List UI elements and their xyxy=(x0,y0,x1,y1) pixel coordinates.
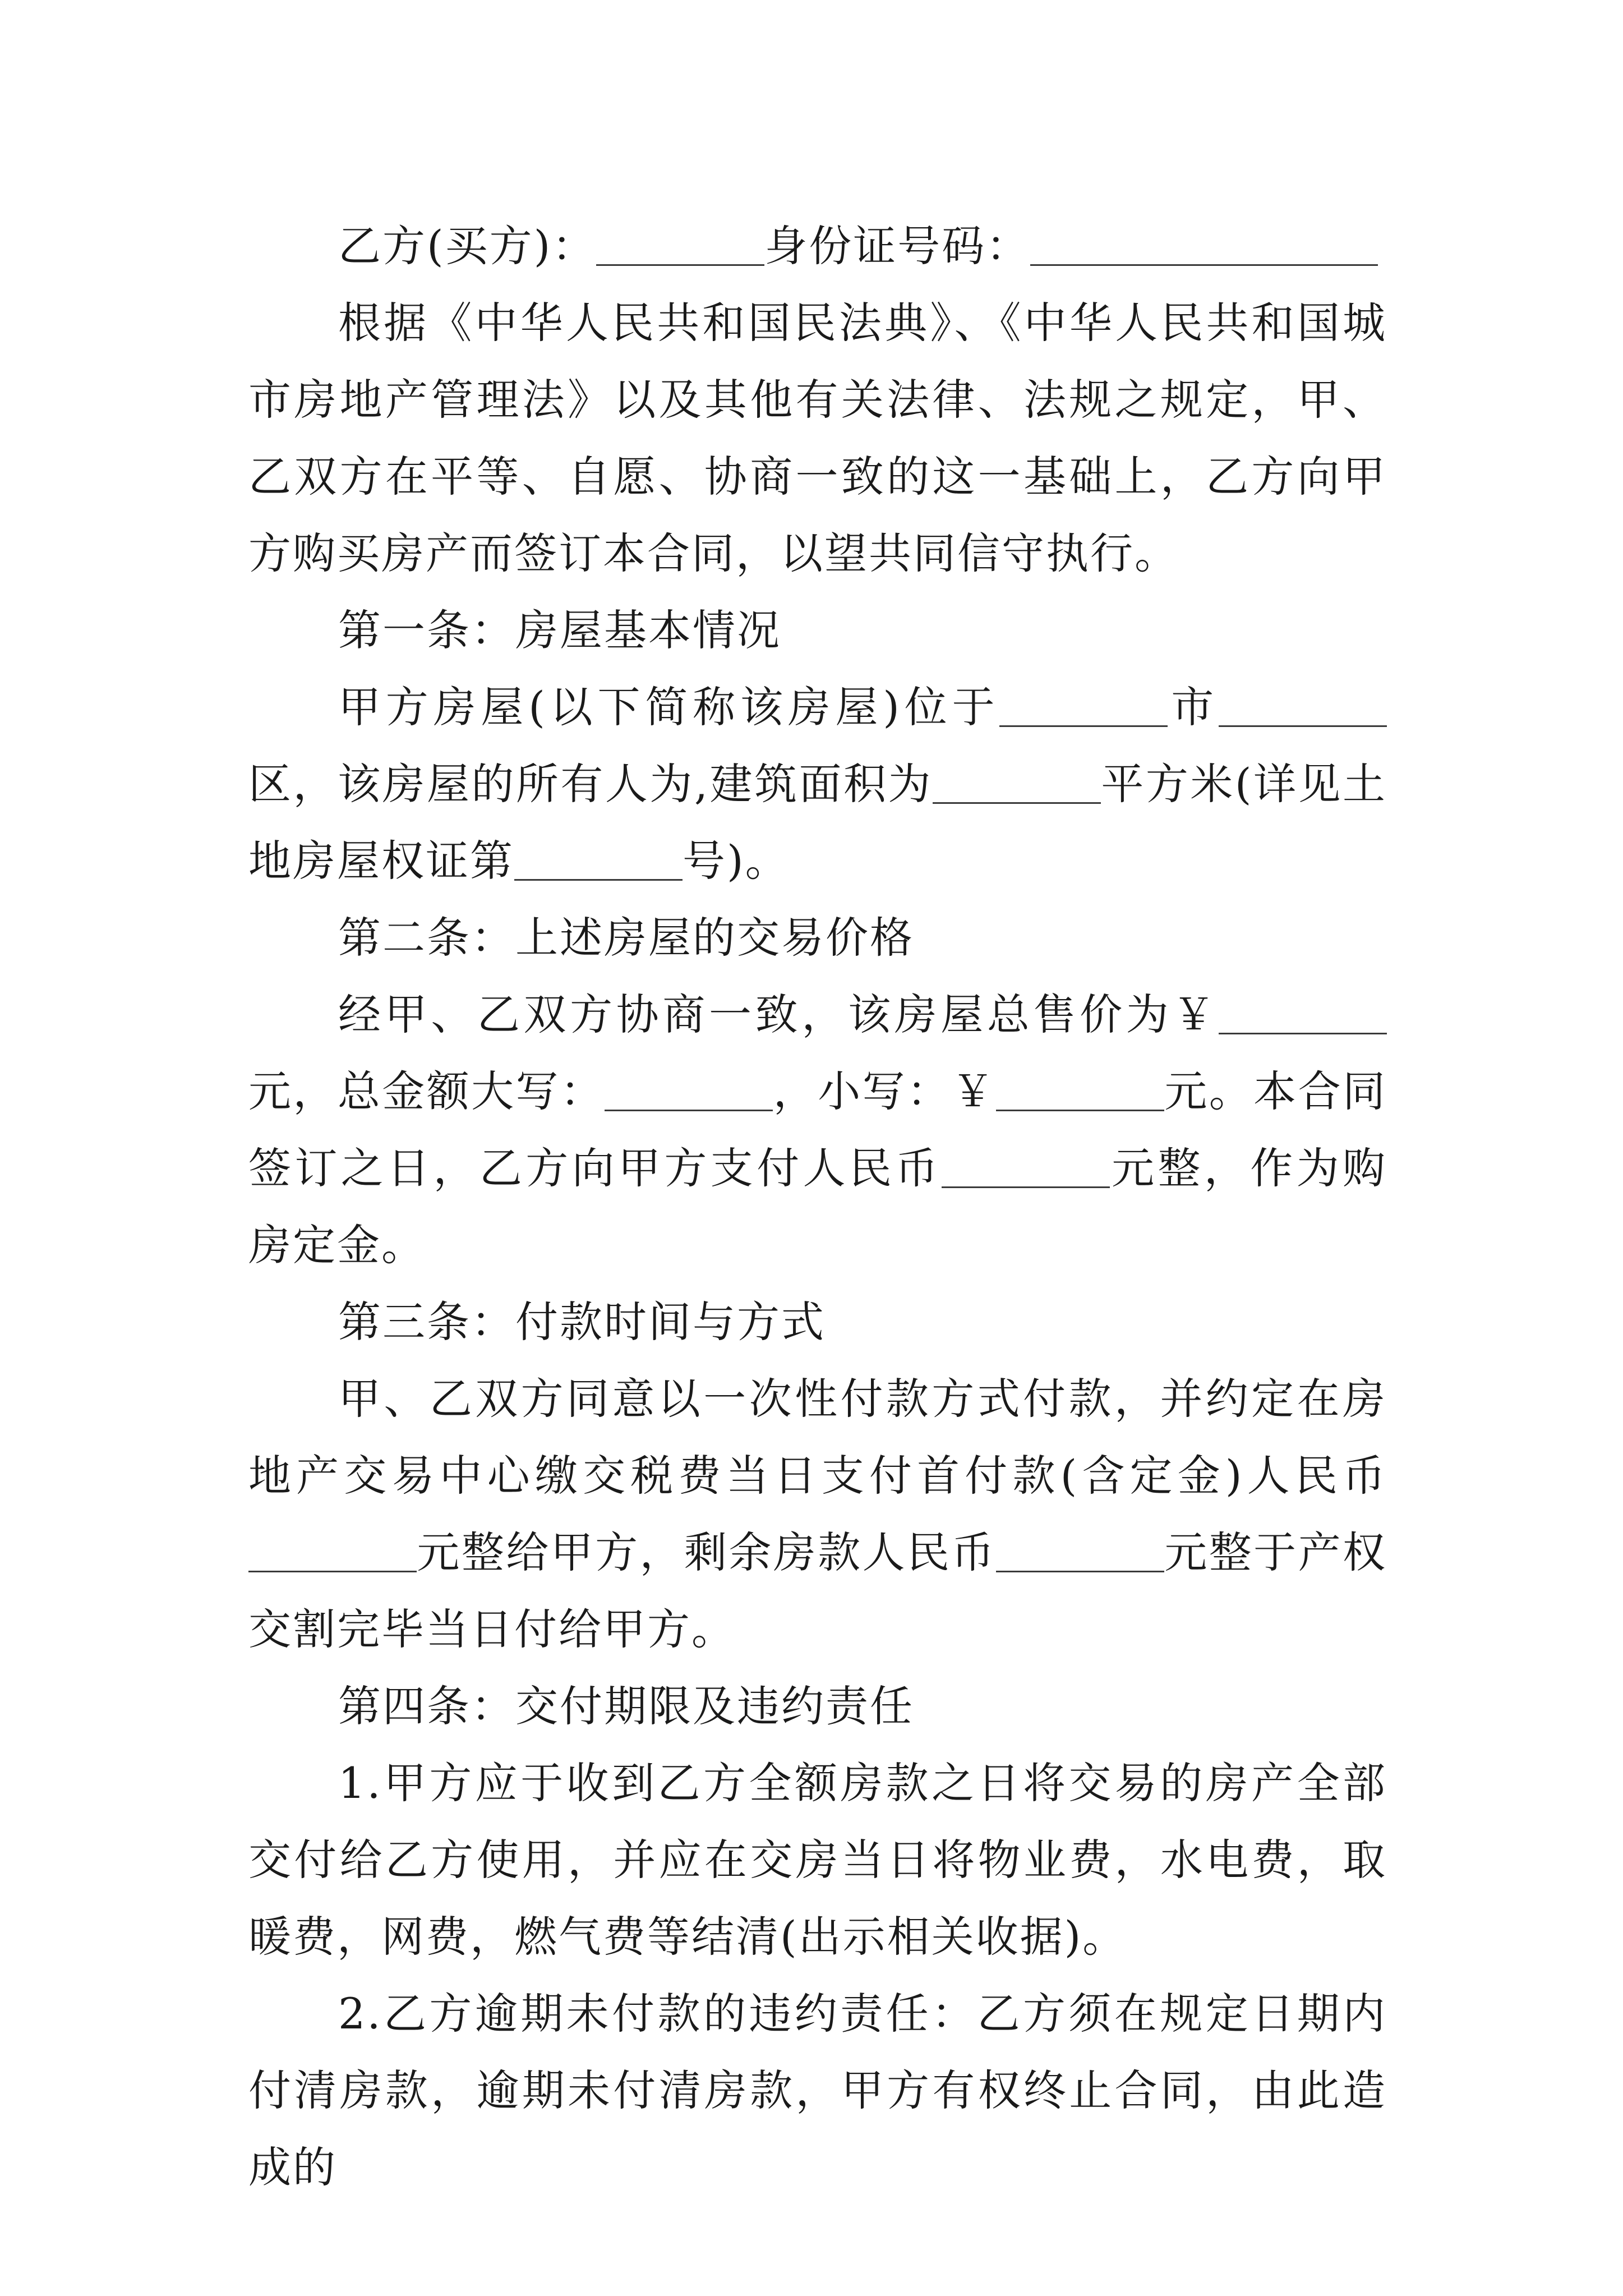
article-3-text-3: 元整于产权交割完毕当日付给甲方。 xyxy=(248,1527,1387,1654)
intro-paragraph: 根据《中华人民共和国民法典》、《中华人民共和国城市房地产管理法》以及其他有关法律、法规之规定，甲、乙双方在平等、自愿、协商一致的这一基础上，乙方向甲方购买房产而签订本合同，以望共同信守执行。 xyxy=(248,298,1387,578)
remaining-payment-blank xyxy=(996,1533,1164,1572)
article-2-text-5: 元整，作为购房定金。 xyxy=(248,1143,1387,1270)
district-blank xyxy=(1219,687,1387,727)
article-1-text-2: 市 xyxy=(1168,682,1219,732)
article-3-paragraph xyxy=(248,1360,1387,1668)
amount-lowercase-blank xyxy=(996,1071,1164,1111)
article-3-text-1: 甲、乙双方同意以一次性付款方式付款，并约定在房地产交易中心缴交税费当日支付首付款(含定金)人民币 xyxy=(248,1374,1387,1501)
article-2-text-4: 元。本合同签订之日，乙方向甲方支付人民币 xyxy=(248,1066,1387,1193)
article-3-text-2: 元整给甲方，剩余房款人民币 xyxy=(417,1527,996,1577)
article-1-title: 第一条：房屋基本情况 xyxy=(338,605,781,655)
article-2-text-1: 经甲、乙双方协商一致，该房屋总售价为￥ xyxy=(338,990,1219,1039)
article-3-title: 第三条：付款时间与方式 xyxy=(338,1297,826,1347)
article-4-item-2: 2.乙方逾期未付款的违约责任：乙方须在规定日期内付清房款，逾期未付清房款，甲方有权终止合同，由此造成的 xyxy=(248,1989,1387,2192)
deposit-blank xyxy=(942,1148,1110,1188)
article-2-text-3: ，小写：￥ xyxy=(773,1066,996,1116)
buyer-label: 乙方(买方)： xyxy=(338,221,597,271)
city-blank xyxy=(999,687,1168,727)
buyer-line xyxy=(248,208,1387,284)
id-number-blank xyxy=(1030,226,1378,266)
id-number-label: 身份证号码： xyxy=(764,221,1031,271)
article-2-title: 第二条：上述房屋的交易价格 xyxy=(338,913,914,963)
article-2-paragraph xyxy=(248,976,1387,1283)
amount-uppercase-blank xyxy=(605,1071,773,1111)
article-1-paragraph xyxy=(248,669,1387,899)
buyer-name-blank xyxy=(596,226,764,266)
article-4-item-1: 1.甲方应于收到乙方全额房款之日将交易的房产全部交付给乙方使用，并应在交房当日将物业费，水电费，取暖费，网费，燃气费等结清(出示相关收据)。 xyxy=(248,1758,1387,1962)
area-blank xyxy=(933,764,1101,804)
down-payment-blank xyxy=(248,1533,417,1572)
article-1-text-1: 甲方房屋(以下简称该房屋)位于 xyxy=(338,682,1000,732)
certificate-number-blank xyxy=(514,841,683,881)
article-1-text-3: 区，该房屋的所有人为,建筑面积为 xyxy=(248,759,933,809)
contract-body xyxy=(248,208,1387,2206)
article-1-text-5: 号)。 xyxy=(683,836,790,886)
article-4-title: 第四条：交付期限及违约责任 xyxy=(338,1681,914,1731)
total-price-blank xyxy=(1219,995,1387,1034)
article-2-text-2: 元，总金额大写： xyxy=(248,1066,605,1116)
article-1-text-4: 平方米(详见土地房屋权证第 xyxy=(248,759,1387,886)
